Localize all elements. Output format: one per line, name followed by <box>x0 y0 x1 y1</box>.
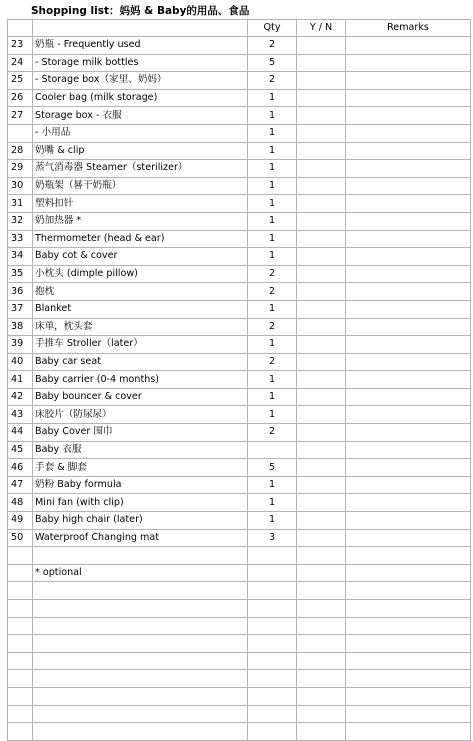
item-cell[interactable] <box>33 582 248 600</box>
yn-cell[interactable] <box>297 353 346 371</box>
yn-cell[interactable] <box>297 37 346 55</box>
item-cell[interactable]: 塑料扣针 <box>33 195 248 213</box>
qty-cell[interactable]: 1 <box>248 107 297 125</box>
yn-cell[interactable] <box>297 705 346 723</box>
row-number-cell[interactable]: 36 <box>8 283 33 301</box>
table-row <box>8 617 471 635</box>
remarks-cell[interactable] <box>346 494 471 512</box>
row-number-cell[interactable]: 25 <box>8 72 33 90</box>
row-number-cell[interactable]: 49 <box>8 512 33 530</box>
yn-cell[interactable] <box>297 300 346 318</box>
qty-cell[interactable]: 1 <box>248 494 297 512</box>
row-number-cell[interactable]: 47 <box>8 476 33 494</box>
qty-cell[interactable]: 1 <box>248 124 297 142</box>
row-number-cell[interactable] <box>8 124 33 142</box>
qty-cell[interactable] <box>248 670 297 688</box>
remarks-cell[interactable] <box>346 476 471 494</box>
yn-cell[interactable] <box>297 600 346 618</box>
remarks-cell[interactable] <box>346 212 471 230</box>
qty-cell[interactable]: 1 <box>248 248 297 266</box>
table-row <box>8 371 471 389</box>
table-row <box>8 336 471 354</box>
remarks-cell[interactable] <box>346 177 471 195</box>
yn-cell[interactable] <box>297 723 346 741</box>
remarks-cell[interactable] <box>346 600 471 618</box>
qty-cell[interactable] <box>248 564 297 582</box>
table-row <box>8 670 471 688</box>
qty-cell[interactable]: 2 <box>248 424 297 442</box>
qty-cell[interactable]: 1 <box>248 336 297 354</box>
item-cell[interactable]: Baby carrier (0-4 months) <box>33 371 248 389</box>
row-number-cell[interactable] <box>8 723 33 741</box>
qty-cell[interactable]: 2 <box>248 318 297 336</box>
table-row <box>8 476 471 494</box>
qty-cell[interactable]: 1 <box>248 371 297 389</box>
item-cell[interactable]: 奶瓶架（晷干奶瓶） <box>33 177 248 195</box>
item-cell[interactable] <box>33 617 248 635</box>
row-number-cell[interactable] <box>8 652 33 670</box>
remarks-cell[interactable] <box>346 107 471 125</box>
row-number-cell[interactable]: 41 <box>8 371 33 389</box>
header-item-cell[interactable] <box>33 20 248 37</box>
item-cell[interactable]: Baby 衣服 <box>33 441 248 459</box>
yn-cell[interactable] <box>297 283 346 301</box>
item-cell[interactable] <box>33 670 248 688</box>
yn-cell[interactable] <box>297 476 346 494</box>
qty-cell[interactable] <box>248 547 297 565</box>
remarks-cell[interactable] <box>346 705 471 723</box>
remarks-cell[interactable] <box>346 459 471 477</box>
item-cell[interactable]: Baby bouncer & cover <box>33 388 248 406</box>
remarks-cell[interactable] <box>346 283 471 301</box>
row-number-cell[interactable] <box>8 547 33 565</box>
qty-cell[interactable]: 1 <box>248 476 297 494</box>
row-number-cell[interactable]: 46 <box>8 459 33 477</box>
table-row <box>8 353 471 371</box>
table-row <box>8 635 471 653</box>
qty-cell[interactable]: 1 <box>248 160 297 178</box>
table-row <box>8 723 471 741</box>
qty-cell[interactable]: 2 <box>248 353 297 371</box>
qty-cell[interactable] <box>248 635 297 653</box>
table-row <box>8 582 471 600</box>
row-number-cell[interactable]: 37 <box>8 300 33 318</box>
yn-cell[interactable] <box>297 336 346 354</box>
item-cell[interactable] <box>33 705 248 723</box>
yn-cell[interactable] <box>297 212 346 230</box>
yn-cell[interactable] <box>297 265 346 283</box>
yn-cell[interactable] <box>297 635 346 653</box>
remarks-cell[interactable] <box>346 89 471 107</box>
qty-cell[interactable]: 2 <box>248 72 297 90</box>
qty-cell[interactable]: 2 <box>248 265 297 283</box>
qty-cell[interactable]: 1 <box>248 212 297 230</box>
qty-cell[interactable]: 2 <box>248 283 297 301</box>
remarks-cell[interactable] <box>346 37 471 55</box>
table-row <box>8 705 471 723</box>
yn-cell[interactable] <box>297 72 346 90</box>
row-number-cell[interactable]: 28 <box>8 142 33 160</box>
row-number-cell[interactable]: 48 <box>8 494 33 512</box>
item-cell[interactable]: 手推车 Stroller（later） <box>33 336 248 354</box>
yn-cell[interactable] <box>297 318 346 336</box>
sheet-title: Shopping list：妈妈 & Baby的用品、食品 <box>31 5 250 17</box>
remarks-cell[interactable] <box>346 388 471 406</box>
row-number-cell[interactable] <box>8 617 33 635</box>
remarks-cell[interactable] <box>346 582 471 600</box>
table-row <box>8 177 471 195</box>
table-row <box>8 283 471 301</box>
row-number-cell[interactable]: 26 <box>8 89 33 107</box>
row-number-cell[interactable]: 34 <box>8 248 33 266</box>
table-row <box>8 494 471 512</box>
table-row <box>8 318 471 336</box>
row-number-cell[interactable]: 39 <box>8 336 33 354</box>
item-cell[interactable]: 床胶片（防尿尿） <box>33 406 248 424</box>
table-row <box>8 424 471 442</box>
yn-cell[interactable] <box>297 89 346 107</box>
row-number-cell[interactable]: 40 <box>8 353 33 371</box>
remarks-cell[interactable] <box>346 371 471 389</box>
table-row <box>8 107 471 125</box>
row-number-cell[interactable]: 38 <box>8 318 33 336</box>
table-row <box>8 72 471 90</box>
item-cell[interactable]: Cooler bag (milk storage) <box>33 89 248 107</box>
yn-cell[interactable] <box>297 406 346 424</box>
item-cell[interactable]: 奶加热器 * <box>33 212 248 230</box>
qty-cell[interactable] <box>248 705 297 723</box>
remarks-cell[interactable] <box>346 160 471 178</box>
remarks-cell[interactable] <box>346 300 471 318</box>
row-number-cell[interactable]: 30 <box>8 177 33 195</box>
qty-cell[interactable] <box>248 652 297 670</box>
remarks-cell[interactable] <box>346 195 471 213</box>
item-cell[interactable]: Baby car seat <box>33 353 248 371</box>
item-cell[interactable]: 床单，枕头套 <box>33 318 248 336</box>
header-row <box>8 20 471 37</box>
yn-cell[interactable] <box>297 424 346 442</box>
qty-cell[interactable] <box>248 687 297 705</box>
table-row <box>8 54 471 72</box>
remarks-cell[interactable] <box>346 617 471 635</box>
item-cell[interactable]: 奶瓶 - Frequently used <box>33 37 248 55</box>
remarks-cell[interactable] <box>346 441 471 459</box>
yn-cell[interactable] <box>297 670 346 688</box>
yn-cell[interactable] <box>297 54 346 72</box>
remarks-cell[interactable] <box>346 353 471 371</box>
qty-cell[interactable]: 1 <box>248 177 297 195</box>
row-number-cell[interactable]: 45 <box>8 441 33 459</box>
item-cell[interactable]: 蒸气消毒器 Steamer（sterilizer） <box>33 160 248 178</box>
remarks-cell[interactable] <box>346 652 471 670</box>
yn-cell[interactable] <box>297 564 346 582</box>
item-cell[interactable] <box>33 652 248 670</box>
remarks-cell[interactable] <box>346 265 471 283</box>
row-number-cell[interactable] <box>8 705 33 723</box>
yn-cell[interactable] <box>297 248 346 266</box>
qty-cell[interactable]: 1 <box>248 300 297 318</box>
remarks-cell[interactable] <box>346 512 471 530</box>
remarks-cell[interactable] <box>346 687 471 705</box>
yn-cell[interactable] <box>297 195 346 213</box>
header-num-cell[interactable] <box>8 20 33 37</box>
remarks-cell[interactable] <box>346 670 471 688</box>
row-number-cell[interactable]: 24 <box>8 54 33 72</box>
table-row <box>8 89 471 107</box>
qty-cell[interactable] <box>248 441 297 459</box>
header-remarks[interactable]: Remarks <box>346 20 471 37</box>
row-number-cell[interactable] <box>8 635 33 653</box>
yn-cell[interactable] <box>297 107 346 125</box>
yn-cell[interactable] <box>297 652 346 670</box>
remarks-cell[interactable] <box>346 406 471 424</box>
yn-cell[interactable] <box>297 160 346 178</box>
yn-cell[interactable] <box>297 142 346 160</box>
qty-cell[interactable]: 2 <box>248 37 297 55</box>
row-number-cell[interactable] <box>8 600 33 618</box>
row-number-cell[interactable]: 31 <box>8 195 33 213</box>
yn-cell[interactable] <box>297 388 346 406</box>
table-row <box>8 687 471 705</box>
qty-cell[interactable]: 5 <box>248 54 297 72</box>
item-cell[interactable]: Blanket <box>33 300 248 318</box>
qty-cell[interactable] <box>248 600 297 618</box>
remarks-cell[interactable] <box>346 564 471 582</box>
item-cell[interactable]: Baby Cover 围巾 <box>33 424 248 442</box>
yn-cell[interactable] <box>297 582 346 600</box>
row-number-cell[interactable] <box>8 564 33 582</box>
item-cell[interactable] <box>33 635 248 653</box>
table-row <box>8 248 471 266</box>
remarks-cell[interactable] <box>346 424 471 442</box>
table-row <box>8 652 471 670</box>
row-number-cell[interactable]: 27 <box>8 107 33 125</box>
row-number-cell[interactable]: 44 <box>8 424 33 442</box>
item-cell[interactable]: Mini fan (with clip) <box>33 494 248 512</box>
remarks-cell[interactable] <box>346 635 471 653</box>
row-number-cell[interactable]: 29 <box>8 160 33 178</box>
table-row <box>8 529 471 547</box>
item-cell[interactable]: 奶嘴 & clip <box>33 142 248 160</box>
table-row <box>8 547 471 565</box>
item-cell[interactable] <box>33 723 248 741</box>
qty-cell[interactable]: 1 <box>248 512 297 530</box>
item-cell[interactable] <box>33 600 248 618</box>
item-cell[interactable]: - Storage box（家里、奶妈） <box>33 72 248 90</box>
qty-cell[interactable] <box>248 582 297 600</box>
table-row <box>8 195 471 213</box>
remarks-cell[interactable] <box>346 336 471 354</box>
row-number-cell[interactable] <box>8 670 33 688</box>
yn-cell[interactable] <box>297 529 346 547</box>
qty-cell[interactable]: 1 <box>248 142 297 160</box>
table-row <box>8 142 471 160</box>
row-number-cell[interactable]: 32 <box>8 212 33 230</box>
item-cell[interactable]: Baby high chair (later) <box>33 512 248 530</box>
item-cell[interactable]: Thermometer (head & ear) <box>33 230 248 248</box>
qty-cell[interactable]: 1 <box>248 89 297 107</box>
qty-cell[interactable]: 1 <box>248 406 297 424</box>
remarks-cell[interactable] <box>346 248 471 266</box>
header-qty[interactable]: Qty <box>248 20 297 37</box>
row-number-cell[interactable]: 43 <box>8 406 33 424</box>
item-cell[interactable] <box>33 687 248 705</box>
item-cell[interactable]: - Storage milk bottles <box>33 54 248 72</box>
table-row <box>8 300 471 318</box>
table-row <box>8 564 471 582</box>
table-row <box>8 160 471 178</box>
yn-cell[interactable] <box>297 512 346 530</box>
yn-cell[interactable] <box>297 617 346 635</box>
yn-cell[interactable] <box>297 687 346 705</box>
yn-cell[interactable] <box>297 547 346 565</box>
qty-cell[interactable]: 1 <box>248 195 297 213</box>
qty-cell[interactable]: 5 <box>248 459 297 477</box>
item-cell[interactable]: 奶粉 Baby formula <box>33 476 248 494</box>
qty-cell[interactable]: 1 <box>248 230 297 248</box>
remarks-cell[interactable] <box>346 142 471 160</box>
item-cell[interactable]: - 小用品 <box>33 124 248 142</box>
row-number-cell[interactable]: 33 <box>8 230 33 248</box>
yn-cell[interactable] <box>297 177 346 195</box>
yn-cell[interactable] <box>297 230 346 248</box>
row-number-cell[interactable]: 35 <box>8 265 33 283</box>
table-row <box>8 388 471 406</box>
item-cell[interactable]: Baby cot & cover <box>33 248 248 266</box>
yn-cell[interactable] <box>297 441 346 459</box>
table-row <box>8 459 471 477</box>
remarks-cell[interactable] <box>346 529 471 547</box>
row-number-cell[interactable]: 42 <box>8 388 33 406</box>
remarks-cell[interactable] <box>346 124 471 142</box>
table-row <box>8 212 471 230</box>
remarks-cell[interactable] <box>346 230 471 248</box>
table-row <box>8 441 471 459</box>
remarks-cell[interactable] <box>346 72 471 90</box>
table-row <box>8 37 471 55</box>
row-number-cell[interactable]: 23 <box>8 37 33 55</box>
table-row <box>8 265 471 283</box>
header-yn[interactable]: Y / N <box>297 20 346 37</box>
qty-cell[interactable]: 1 <box>248 388 297 406</box>
yn-cell[interactable] <box>297 494 346 512</box>
item-cell[interactable]: * optional <box>33 564 248 582</box>
shopping-list-table <box>7 19 471 741</box>
yn-cell[interactable] <box>297 459 346 477</box>
qty-cell[interactable] <box>248 617 297 635</box>
table-row <box>8 406 471 424</box>
qty-cell[interactable]: 3 <box>248 529 297 547</box>
table-row <box>8 124 471 142</box>
table-row <box>8 600 471 618</box>
item-cell[interactable]: 手套 & 脚套 <box>33 459 248 477</box>
item-cell[interactable]: 抱枕 <box>33 283 248 301</box>
table-row <box>8 230 471 248</box>
table-row <box>8 512 471 530</box>
remarks-cell[interactable] <box>346 54 471 72</box>
yn-cell[interactable] <box>297 124 346 142</box>
item-cell[interactable]: Storage box - 衣服 <box>33 107 248 125</box>
qty-cell[interactable] <box>248 723 297 741</box>
remarks-cell[interactable] <box>346 547 471 565</box>
remarks-cell[interactable] <box>346 723 471 741</box>
row-number-cell[interactable] <box>8 687 33 705</box>
yn-cell[interactable] <box>297 371 346 389</box>
row-number-cell[interactable]: 50 <box>8 529 33 547</box>
item-cell[interactable] <box>33 547 248 565</box>
item-cell[interactable]: 小枕头 (dimple pillow) <box>33 265 248 283</box>
item-cell[interactable]: Waterproof Changing mat <box>33 529 248 547</box>
remarks-cell[interactable] <box>346 318 471 336</box>
row-number-cell[interactable] <box>8 582 33 600</box>
